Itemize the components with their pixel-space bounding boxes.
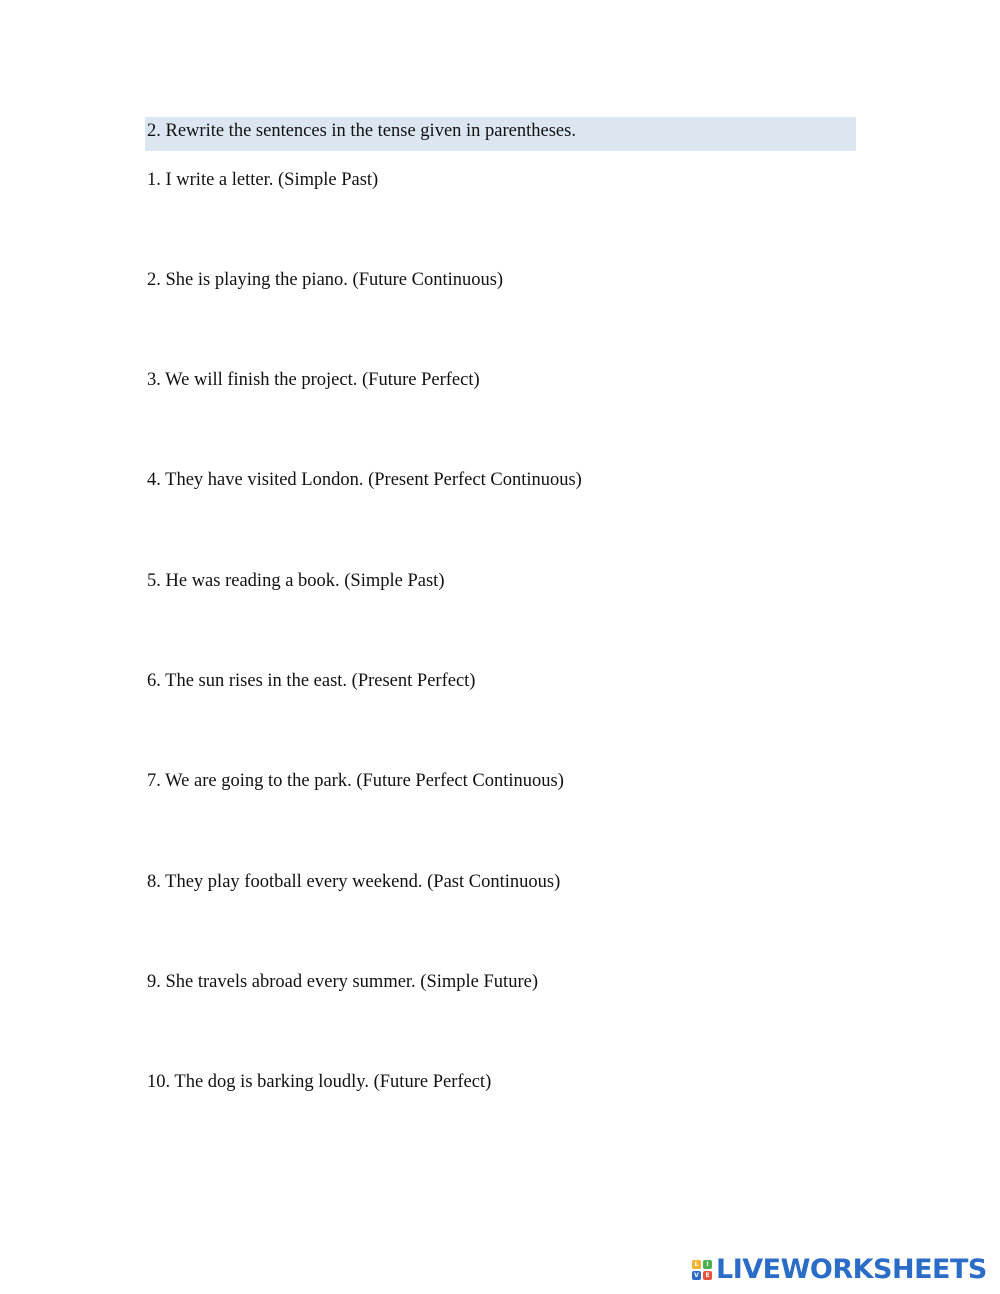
question-9: 9. She travels abroad every summer. (Simple Future)	[147, 972, 538, 992]
logo-tile-l: L	[692, 1260, 701, 1269]
question-4: 4. They have visited London. (Present Perfect Continuous)	[147, 470, 582, 490]
question-5: 5. He was reading a book. (Simple Past)	[147, 571, 445, 591]
question-7: 7. We are going to the park. (Future Perfect Continuous)	[147, 771, 564, 791]
question-6: 6. The sun rises in the east. (Present Perfect)	[147, 671, 476, 691]
logo-tile-v: V	[692, 1271, 701, 1280]
logo-wordmark: LIVEWORKSHEETS	[716, 1254, 987, 1285]
logo-tile-e: E	[703, 1271, 712, 1280]
question-1: 1. I write a letter. (Simple Past)	[147, 170, 379, 190]
liveworksheets-logo	[692, 1255, 992, 1285]
question-8: 8. They play football every weekend. (Past Continuous)	[147, 872, 561, 892]
instruction-text: 2. Rewrite the sentences in the tense given in parentheses.	[147, 121, 576, 141]
question-10: 10. The dog is barking loudly. (Future Perfect)	[147, 1072, 492, 1092]
question-2: 2. She is playing the piano. (Future Continuous)	[147, 270, 504, 290]
instruction-band	[145, 117, 856, 151]
liveworksheets-logo-icon	[692, 1260, 712, 1280]
question-3: 3. We will finish the project. (Future Perfect)	[147, 370, 480, 390]
logo-tile-i: I	[703, 1260, 712, 1269]
